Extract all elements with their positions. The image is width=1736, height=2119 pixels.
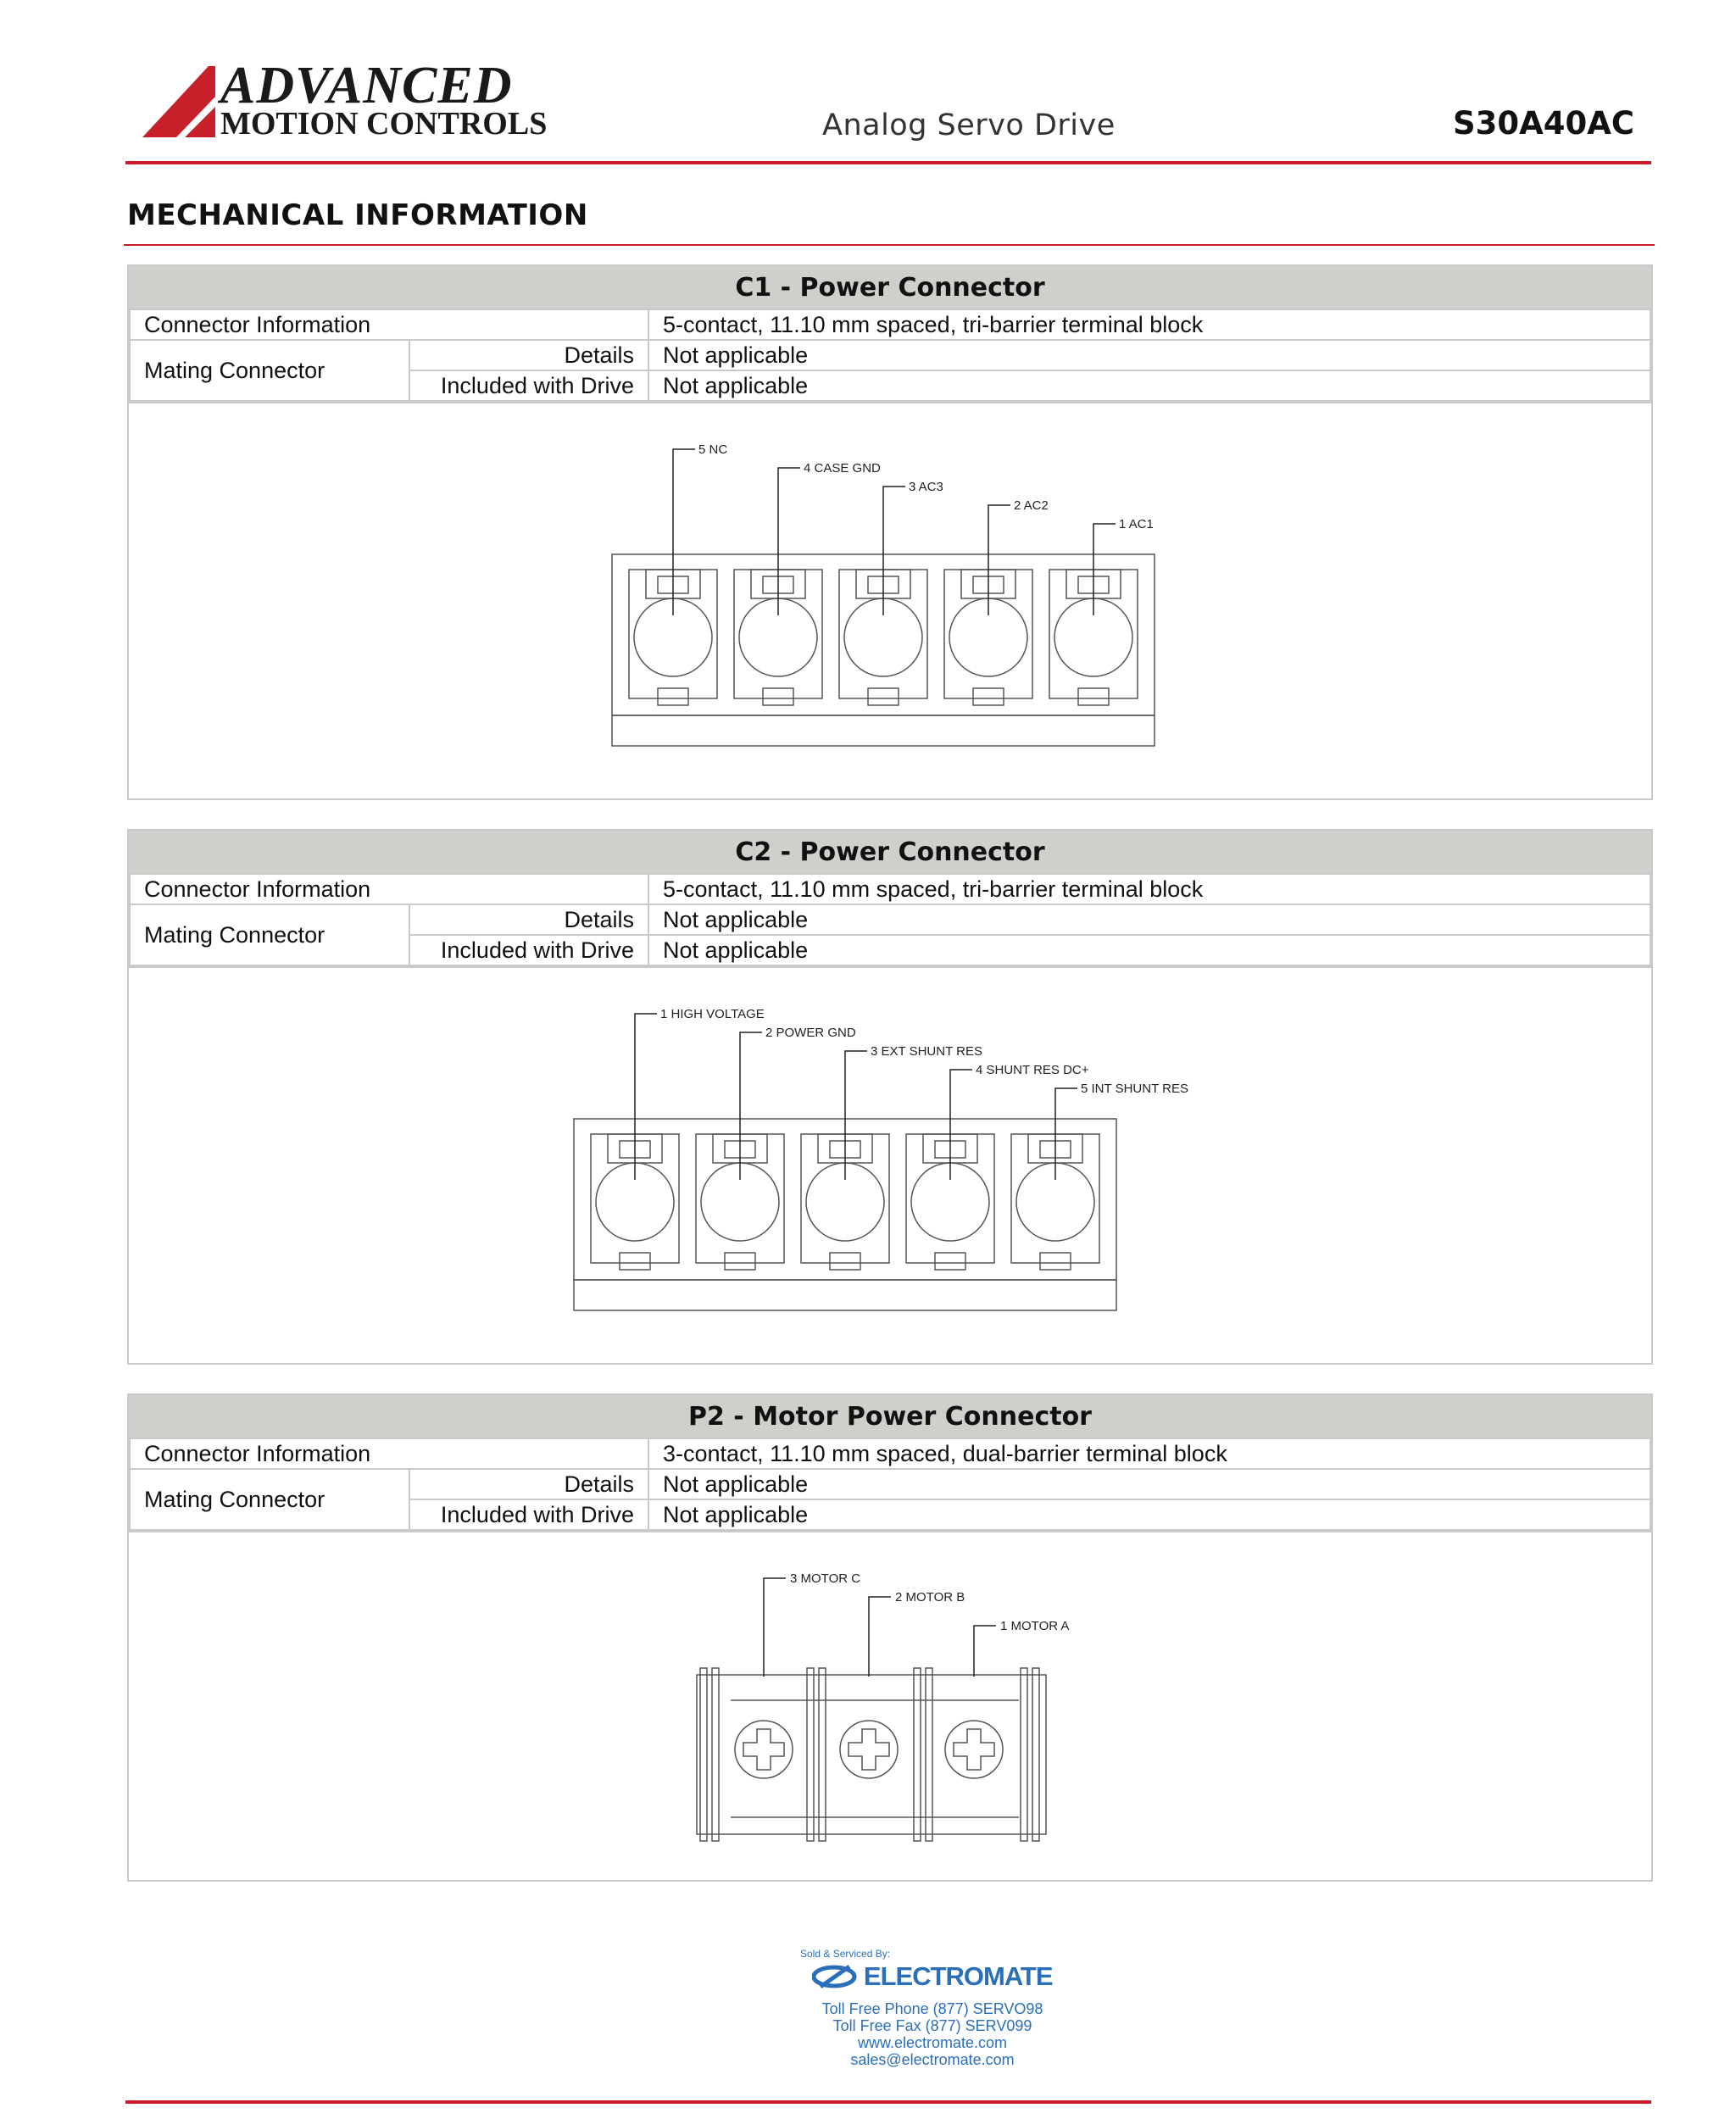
screw-cross-icon xyxy=(743,1729,784,1770)
pin-leader xyxy=(845,1051,867,1180)
sold-by-label: Sold & Serviced By: xyxy=(800,1948,891,1960)
details-value: Not applicable xyxy=(648,904,1650,935)
email-link[interactable]: sales@electromate.com xyxy=(850,2051,1015,2068)
details-label: Details xyxy=(409,1469,648,1499)
pin-label: 3 EXT SHUNT RES xyxy=(871,1044,982,1059)
terminal-block-body xyxy=(697,1675,1046,1834)
terminal-foot xyxy=(725,1253,755,1270)
pin-leader xyxy=(764,1578,786,1677)
terminal-foot xyxy=(830,1253,860,1270)
details-value: Not applicable xyxy=(648,340,1650,370)
details-label: Details xyxy=(409,904,648,935)
connector-p2-block xyxy=(127,1393,1653,1882)
page-header xyxy=(0,0,1736,170)
table-row xyxy=(130,309,1650,340)
electromate-logo-icon xyxy=(812,1964,860,1989)
terminal-foot xyxy=(973,688,1004,705)
fax-line: Toll Free Fax (877) SERV099 xyxy=(832,2017,1032,2034)
connector-c1-title: C1 - Power Connector xyxy=(129,266,1651,309)
document-title: Analog Servo Drive xyxy=(822,108,1116,142)
company-name: ELECTROMATE xyxy=(863,1961,1053,1991)
included-value: Not applicable xyxy=(648,1499,1650,1530)
terminal-block-5-drawing xyxy=(129,403,1651,792)
terminal-block-5-drawing xyxy=(129,968,1651,1356)
connector-info-label: Connector Information xyxy=(130,874,648,904)
barrier-wall xyxy=(926,1668,932,1841)
terminal-foot xyxy=(868,688,899,705)
pin-leader xyxy=(883,487,905,615)
details-label: Details xyxy=(409,340,648,370)
pin-label: 1 MOTOR A xyxy=(1000,1619,1070,1633)
pin-label: 3 AC3 xyxy=(909,480,943,494)
pin-label: 3 MOTOR C xyxy=(790,1571,861,1586)
pin-label: 2 MOTOR B xyxy=(895,1590,965,1605)
pin-label: 5 INT SHUNT RES xyxy=(1081,1082,1188,1096)
logo-line2: MOTION CONTROLS xyxy=(220,106,548,142)
included-label: Included with Drive xyxy=(409,370,648,401)
pin-label: 1 HIGH VOLTAGE xyxy=(660,1007,765,1021)
barrier-wall xyxy=(807,1668,814,1841)
header-divider xyxy=(125,161,1651,164)
connector-info-label: Connector Information xyxy=(130,1438,648,1469)
barrier-wall xyxy=(712,1668,719,1841)
included-value: Not applicable xyxy=(648,935,1650,965)
pin-label: 4 SHUNT RES DC+ xyxy=(976,1063,1089,1077)
pin-label: 5 NC xyxy=(698,442,728,457)
barrier-wall xyxy=(700,1668,707,1841)
pin-leader xyxy=(635,1014,657,1180)
connector-info-value: 5-contact, 11.10 mm spaced, tri-barrier terminal block xyxy=(648,874,1650,904)
connector-c1-block xyxy=(127,264,1653,800)
table-row xyxy=(130,904,1650,935)
connector-info-value: 3-contact, 11.10 mm spaced, dual-barrier terminal block xyxy=(648,1438,1650,1469)
terminal-block-3-drawing xyxy=(129,1532,1651,1873)
pin-label: 2 AC2 xyxy=(1014,498,1049,513)
connector-c1-drawing xyxy=(129,402,1651,792)
included-label: Included with Drive xyxy=(409,1499,648,1530)
connector-c2-drawing xyxy=(129,966,1651,1356)
section-divider xyxy=(124,244,1655,246)
company-logo xyxy=(142,57,558,146)
distributor-block xyxy=(797,1948,1068,2066)
mating-connector-label: Mating Connector xyxy=(130,340,409,401)
connector-p2-title: P2 - Motor Power Connector xyxy=(129,1395,1651,1438)
details-value: Not applicable xyxy=(648,1469,1650,1499)
table-row xyxy=(130,1469,1650,1499)
connector-c1-table xyxy=(129,309,1651,402)
section-title: MECHANICAL INFORMATION xyxy=(127,198,588,232)
connector-c2-table xyxy=(129,873,1651,966)
included-value: Not applicable xyxy=(648,370,1650,401)
included-label: Included with Drive xyxy=(409,935,648,965)
pin-leader xyxy=(974,1626,996,1677)
phone-line: Toll Free Phone (877) SERVO98 xyxy=(821,2000,1043,2017)
model-number: S30A40AC xyxy=(1452,105,1634,142)
screw-cross-icon xyxy=(849,1729,889,1770)
terminal-foot xyxy=(658,688,688,705)
terminal-foot xyxy=(935,1253,965,1270)
barrier-wall xyxy=(819,1668,826,1841)
screw-cross-icon xyxy=(954,1729,994,1770)
terminal-foot xyxy=(763,688,793,705)
terminal-foot xyxy=(1078,688,1109,705)
connector-c2-title: C2 - Power Connector xyxy=(129,831,1651,873)
pin-leader xyxy=(869,1597,891,1677)
connector-p2-drawing xyxy=(129,1531,1651,1873)
table-row xyxy=(130,874,1650,904)
barrier-wall xyxy=(1021,1668,1027,1841)
footer-divider xyxy=(125,2100,1651,2104)
pin-label: 4 CASE GND xyxy=(804,461,881,476)
connector-info-label: Connector Information xyxy=(130,309,648,340)
mating-connector-label: Mating Connector xyxy=(130,904,409,965)
connector-info-value: 5-contact, 11.10 mm spaced, tri-barrier terminal block xyxy=(648,309,1650,340)
website-link[interactable]: www.electromate.com xyxy=(857,2034,1008,2051)
logo-line1: ADVANCED xyxy=(220,57,513,114)
barrier-wall xyxy=(1032,1668,1039,1841)
pin-label: 1 AC1 xyxy=(1119,517,1154,531)
table-row xyxy=(130,1438,1650,1469)
barrier-wall xyxy=(914,1668,921,1841)
terminal-foot xyxy=(620,1253,650,1270)
pin-label: 2 POWER GND xyxy=(765,1026,856,1040)
pin-leader xyxy=(673,449,695,615)
terminal-foot xyxy=(1040,1253,1071,1270)
connector-p2-table xyxy=(129,1438,1651,1531)
mating-connector-label: Mating Connector xyxy=(130,1469,409,1530)
connector-c2-block xyxy=(127,829,1653,1365)
table-row xyxy=(130,340,1650,370)
